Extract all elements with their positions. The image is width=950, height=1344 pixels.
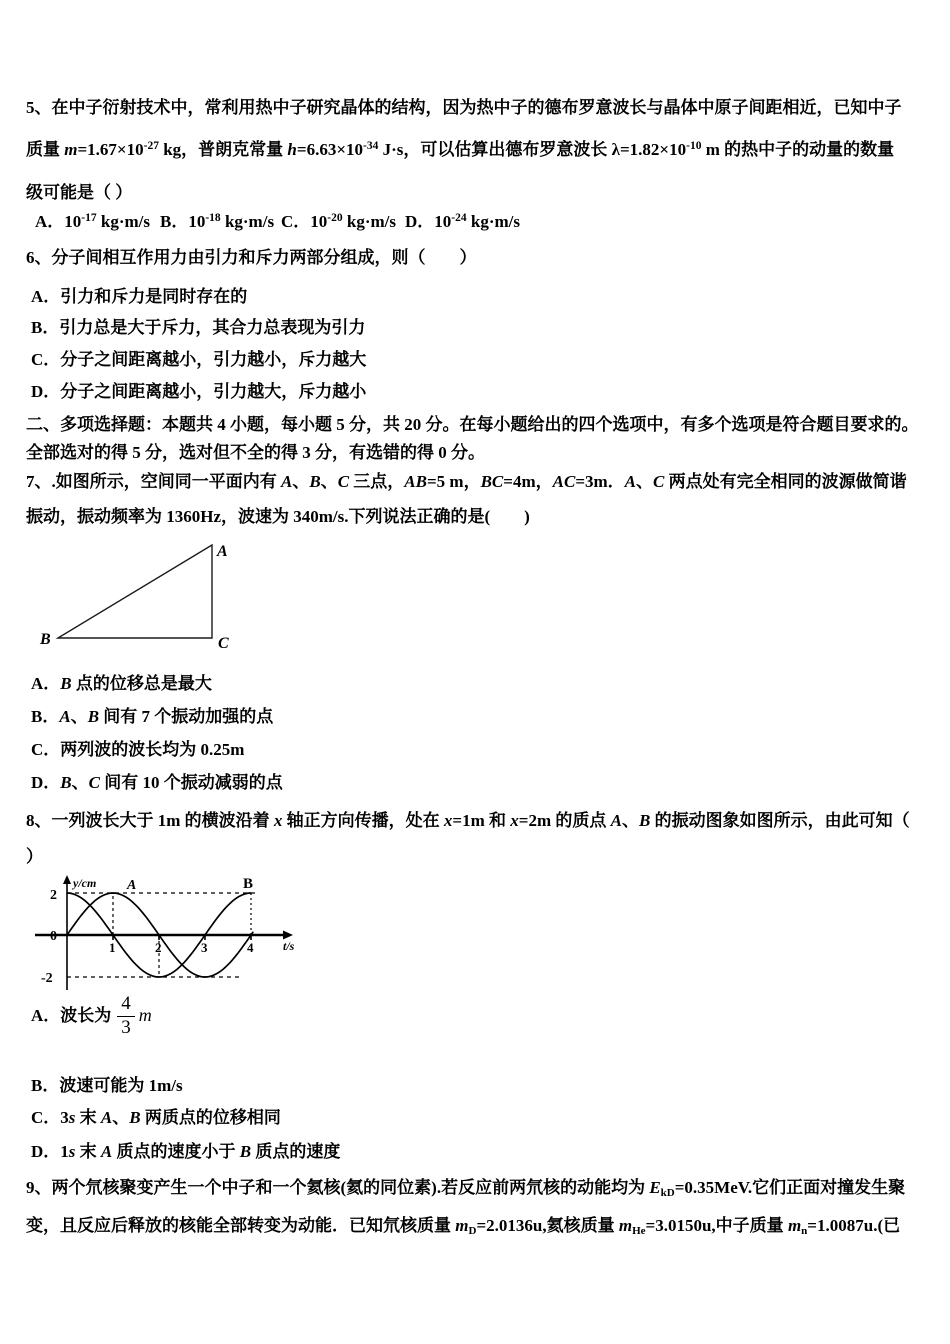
vibration-graph xyxy=(33,874,298,996)
ytick-2: 2 xyxy=(50,888,57,903)
q6-option-a: A．引力和斥力是同时存在的 xyxy=(31,287,248,306)
q7-text-line-2: 振动，振动频率为 1360Hz，波速为 340m/s.下列说法正确的是( ) xyxy=(26,507,530,526)
ytick-m2: -2 xyxy=(41,971,53,986)
q5-option-b: B．$10^{-18}$ kg·m/s xyxy=(160,212,275,231)
q8-text-line-2: ） xyxy=(26,847,43,866)
q5-text-line-1: 5、在中子衍射技术中，常利用热中子研究晶体的结构，因为热中子的德布罗意波长与晶体中原子间距相近，已知中子 xyxy=(26,98,902,117)
q9-text-line-1: 9、两个氘核聚变产生一个中子和一个氦核(氦的同位素).若反应前两氘核的动能均为 EkD=0.35MeV.它们正面对撞发生聚 xyxy=(26,1178,906,1199)
q5-option-a: A．$10^{-17}$ kg·m/s xyxy=(35,212,150,231)
section-2-header-line-2: 全部选对的得 5 分，选对但不全的得 3 分，有选错的得 0 分。 xyxy=(26,443,485,462)
q6-option-b: B．引力总是大于斥力，其合力总表现为引力 xyxy=(31,318,366,337)
triangle-shape xyxy=(58,545,212,638)
ytick-0: 0 xyxy=(50,929,57,944)
q8-option-a-unit: m xyxy=(138,1005,152,1026)
q8-text-line-1: 8、一列波长大于 1m 的横波沿着 x 轴正方向传播，处在 x=1m 和 x=2m 的质点 A、B 的振动图象如图所示，由此可知（ xyxy=(26,811,910,830)
curve-a-label: A xyxy=(127,878,137,893)
q7-option-c: C．两列波的波长均为 0.25m xyxy=(31,740,245,759)
xtick-2: 2 xyxy=(155,940,162,955)
triangle-vertex-a-label: A xyxy=(217,543,228,560)
q5-text-line-2: 质量 $m=1.67\times 10^{-27}$ kg，普朗克常量 $h=6.63\times 10^{-34}$ J·s，可以估算出德布罗意波长 $\lambda=1.82\times 10^{-10}$ m 的热中子的动量的数量 xyxy=(26,140,895,159)
q7-option-b: B．A、B 间有 7 个振动加强的点 xyxy=(31,707,274,726)
q6-option-d: D．分子之间距离越小，引力越大，斥力越小 xyxy=(31,382,367,401)
x-axis-label: t/s xyxy=(283,939,295,953)
fraction-numerator: 4 xyxy=(117,994,135,1017)
q8-option-d: D．1s 末 A 质点的速度小于 B 质点的速度 xyxy=(31,1142,341,1161)
q5-text-line-3: 级可能是（ ） xyxy=(26,183,133,202)
q5-option-d: D．$10^{-24}$ kg·m/s xyxy=(405,212,520,231)
xtick-3: 3 xyxy=(201,940,208,955)
y-axis-label: y/cm xyxy=(73,876,97,890)
xtick-4: 4 xyxy=(247,940,254,955)
q6-text: 6、分子间相互作用力由引力和斥力两部分组成，则（ ） xyxy=(26,248,477,267)
triangle-vertex-b-label: B xyxy=(40,631,51,648)
q8-option-a xyxy=(31,990,152,1042)
q7-option-d: D．B、C 间有 10 个振动减弱的点 xyxy=(31,773,283,792)
q9-text-line-2: 变，且反应后释放的核能全部转变为动能．已知氘核质量 mD=2.0136u,氦核质量 mHe=3.0150u,中子质量 mn=1.0087u.(已 xyxy=(26,1216,901,1237)
q7-text-line-1: 7、.如图所示，空间同一平面内有 A、B、C 三点，AB=5 m，BC=4m，AC=3m．A、C 两点处有完全相同的波源做简谐 xyxy=(26,472,907,491)
xtick-1: 1 xyxy=(109,940,116,955)
triangle-diagram xyxy=(36,538,246,656)
q5-option-c: C．$10^{-20}$ kg·m/s xyxy=(281,212,396,231)
q6-option-c: C．分子之间距离越小，引力越小，斥力越大 xyxy=(31,350,367,369)
curve-b-label: B xyxy=(243,876,254,892)
fraction-four-thirds xyxy=(117,994,135,1039)
q8-option-a-text: A．波长为 xyxy=(31,1005,112,1025)
section-2-header-line-1: 二、多项选择题：本题共 4 小题，每小题 5 分，共 20 分。在每小题给出的四个选项中，有多个选项是符合题目要求的。 xyxy=(26,415,919,434)
y-axis-arrow xyxy=(63,875,71,884)
fraction-denominator: 3 xyxy=(121,1016,131,1038)
triangle-vertex-c-label: C xyxy=(218,635,229,652)
q8-option-b: B．波速可能为 1m/s xyxy=(31,1076,183,1095)
q8-option-c: C．3s 末 A、B 两质点的位移相同 xyxy=(31,1108,281,1127)
q7-option-a: A．B 点的位移总是最大 xyxy=(31,674,212,693)
